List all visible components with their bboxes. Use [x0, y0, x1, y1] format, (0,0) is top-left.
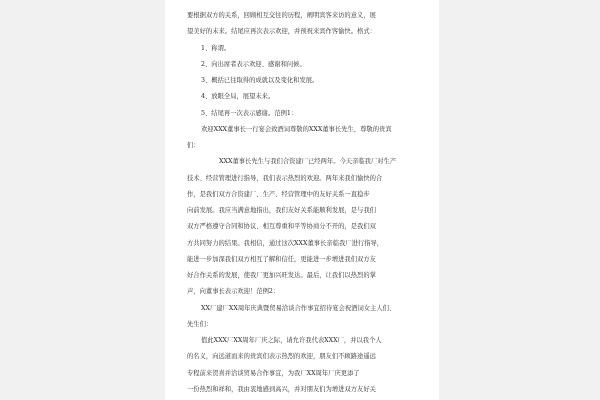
- list-item: 4、放眼全局，展望未来。: [201, 93, 275, 101]
- document-page: [165, 0, 439, 400]
- text-line: 一份热烈和祥和，我由衷地感到高兴，并对朋友们为增进双方友好关: [187, 385, 376, 393]
- text-line: 的名义，向远道而来的贵宾们表示热烈的欢迎，朋友们不顾路途遥远: [187, 353, 376, 361]
- text-line: 欢迎XXX董事长一行宴会致酒词尊敬的XXX董事长先生，尊敬的贵宾: [201, 125, 392, 133]
- list-item: 5、结尾再一次表示感谢。范例1：: [201, 109, 298, 117]
- text-line: 们：: [187, 142, 200, 149]
- text-line: XXX董事长先生与我们合资建厂已经两年。今天亲临我厂对生产: [219, 158, 397, 166]
- text-line: 作，是我们双方合资建厂、生产、经营管理中的友好关系一直稳步: [187, 190, 370, 198]
- document-body: [187, 8, 439, 398]
- text-line: 技术、经营管理进行指导，我们表示热烈的欢迎。两年来我们愉快的合: [187, 174, 383, 182]
- list-item: 3、概括已往取得的成就以及变化和发展。: [201, 77, 319, 84]
- text-line: 专程前来贺喜并洽谈贸易合作事宜，为我厂XX周年厂庆更添了: [187, 369, 360, 377]
- text-line: 好合作关系的发展，使我厂更加兴旺发达。最后，让我们以热烈的掌: [187, 272, 376, 279]
- list-item: 1、称谓。: [201, 44, 231, 52]
- text-line: 要根据双方的关系，回顾相互交往的历程，阐明宾客来访的意义，展: [187, 12, 376, 19]
- text-line: 方共同努力的结果。我相信，通过这次XXX董事长亲临我厂进行指导，: [187, 239, 384, 247]
- list-item: 2、向出席者表示欢迎、感谢和问候。: [201, 60, 306, 68]
- text-line: 双方严格遵守合同和协议、相互尊重和平等协商分不开的，是我们双: [187, 223, 376, 231]
- text-line: 能进一步加深我们双方相互了解和信任，更能进一步增进我们双方友: [187, 255, 376, 263]
- text-line: XX厂建厂XX周年庆典暨贸易洽谈合作事宜招待宴会祝酒词女主人们、: [201, 304, 396, 312]
- text-line: 值此XXX厂XX周年厂庆之际，请允许我代表XXX厂，并以我个人: [201, 337, 382, 344]
- text-line: 望美好的未来。结尾应再次表示欢迎，并预祝来宾作客愉快。格式：: [187, 28, 376, 36]
- text-line: 向前发展。我应当满意地指出，我们友好关系能顺利发展，是与我们: [187, 207, 376, 214]
- text-line: 先生们：: [187, 320, 213, 328]
- text-line: 声，向董事长表示欢迎！范例2：: [187, 288, 280, 296]
